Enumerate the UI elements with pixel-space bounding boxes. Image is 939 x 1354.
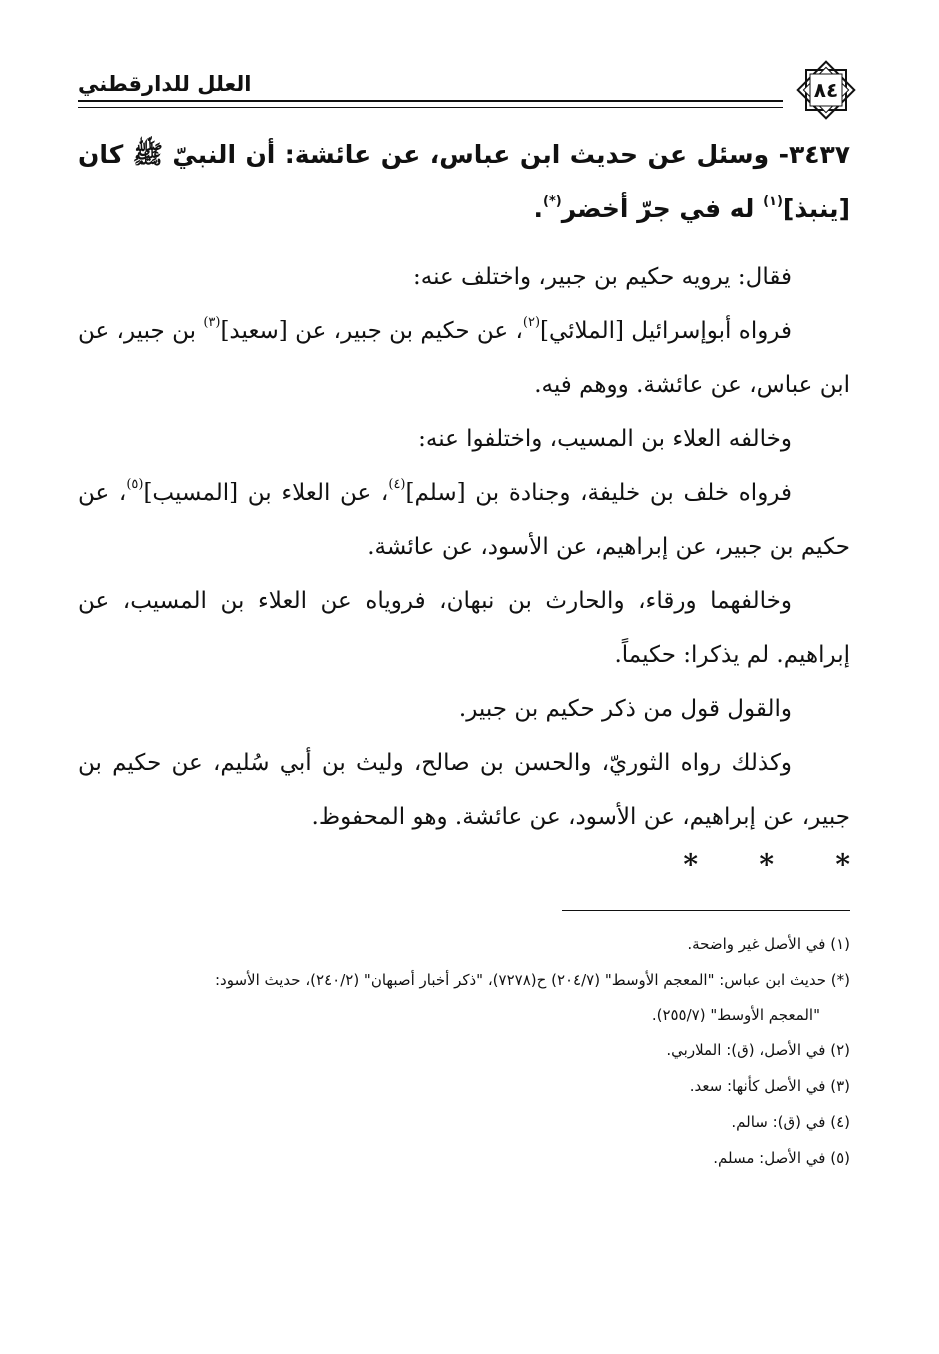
page-header [78,58,858,116]
hadith-number: ٣٤٣٧ [788,140,850,169]
paragraph-2-part-a: فرواه أبوإسرائيل [الملائي] [540,318,792,344]
paragraph-4 [78,466,850,574]
separator-asterisk: * [835,848,850,881]
footnote-marker-2: (٢) [522,315,541,330]
paragraph-1: فقال: يرويه حكيم بن جبير، واختلف عنه: [412,264,792,290]
paragraph-4-part-c: ، عن حكيم بن جبير، عن إبراهيم، عن الأسود، عن عائشة. [78,480,850,560]
paragraph-7: وكذلك رواه الثوريّ، والحسن بن صالح، وليث بن أبي سُليم، عن حكيم بن جبير، عن إبراهيم، عن الأسود، عن عائشة. وهو المحفوظ. [78,750,850,830]
footnote-1: (١) في الأصل غير واضحة. [687,935,850,953]
footnote-rule [562,910,850,911]
section-separator [78,848,850,881]
footnote-marker-star: (*) [543,194,562,209]
page-number-badge [794,58,858,122]
paragraph-5: وخالفهما ورقاء، والحارث بن نبهان، فروياه عن العلاء بن المسيب، عن إبراهيم. لم يذكرا: حكيماً. [78,588,850,668]
separator-asterisk: * [759,848,774,881]
footnote-marker-3: (٣) [203,315,221,330]
paragraph-2-part-c: بن جبير، عن ابن عباس، عن عائشة. ووهم فيه. [78,318,850,398]
footnotes [78,926,850,1176]
paragraph-4-part-b: ، عن العلاء بن [المسيب] [143,480,389,506]
footnote-star-continuation: "المعجم الأوسط" (٢٥٥/٧). [651,1006,820,1024]
paragraph-6: والقول قول من ذكر حكيم بن جبير. [458,696,792,722]
header-rule [78,100,783,108]
hadith-heading [78,128,850,236]
heading-period: . [533,194,543,223]
footnote-marker-5: (٥) [126,477,144,492]
footnote-marker-4: (٤) [388,477,406,492]
footnote-5: (٥) في الأصل: مسلم. [713,1149,850,1167]
hadith-question-cont: له في جرّ أخضر [561,194,764,223]
page-number: ٨٤ [813,78,839,102]
footnote-2: (٢) في الأصل، (ق): الملاربي. [666,1041,850,1059]
footnote-3: (٣) في الأصل كأنها: سعد. [689,1077,850,1095]
paragraph-3: وخالفه العلاء بن المسيب، واختلفوا عنه: [418,426,792,452]
hadith-question: - وسئل عن حديث ابن عباس، عن عائشة: أن النبيّ ﷺ كان [ينبذ] [78,140,850,223]
paragraph-2-part-b: ، عن حكيم بن جبير، عن [سعيد] [220,318,523,344]
footnote-star: (*) حديث ابن عباس: "المعجم الأوسط" (٢٠٤/٧) ح(٧٢٧٨)، "ذكر أخبار أصبهان" (٢٤٠/٢)، حديث الأسود: [214,971,850,989]
separator-asterisk: * [683,848,698,881]
book-title: العلل للدارقطني [78,72,252,96]
main-text [78,128,850,881]
footnote-marker-1: (١) [763,194,783,209]
footnote-4: (٤) في (ق): سالم. [731,1113,850,1131]
paragraph-2 [78,304,850,412]
paragraph-4-part-a: فرواه خلف بن خليفة، وجنادة بن [سلم] [405,480,792,506]
